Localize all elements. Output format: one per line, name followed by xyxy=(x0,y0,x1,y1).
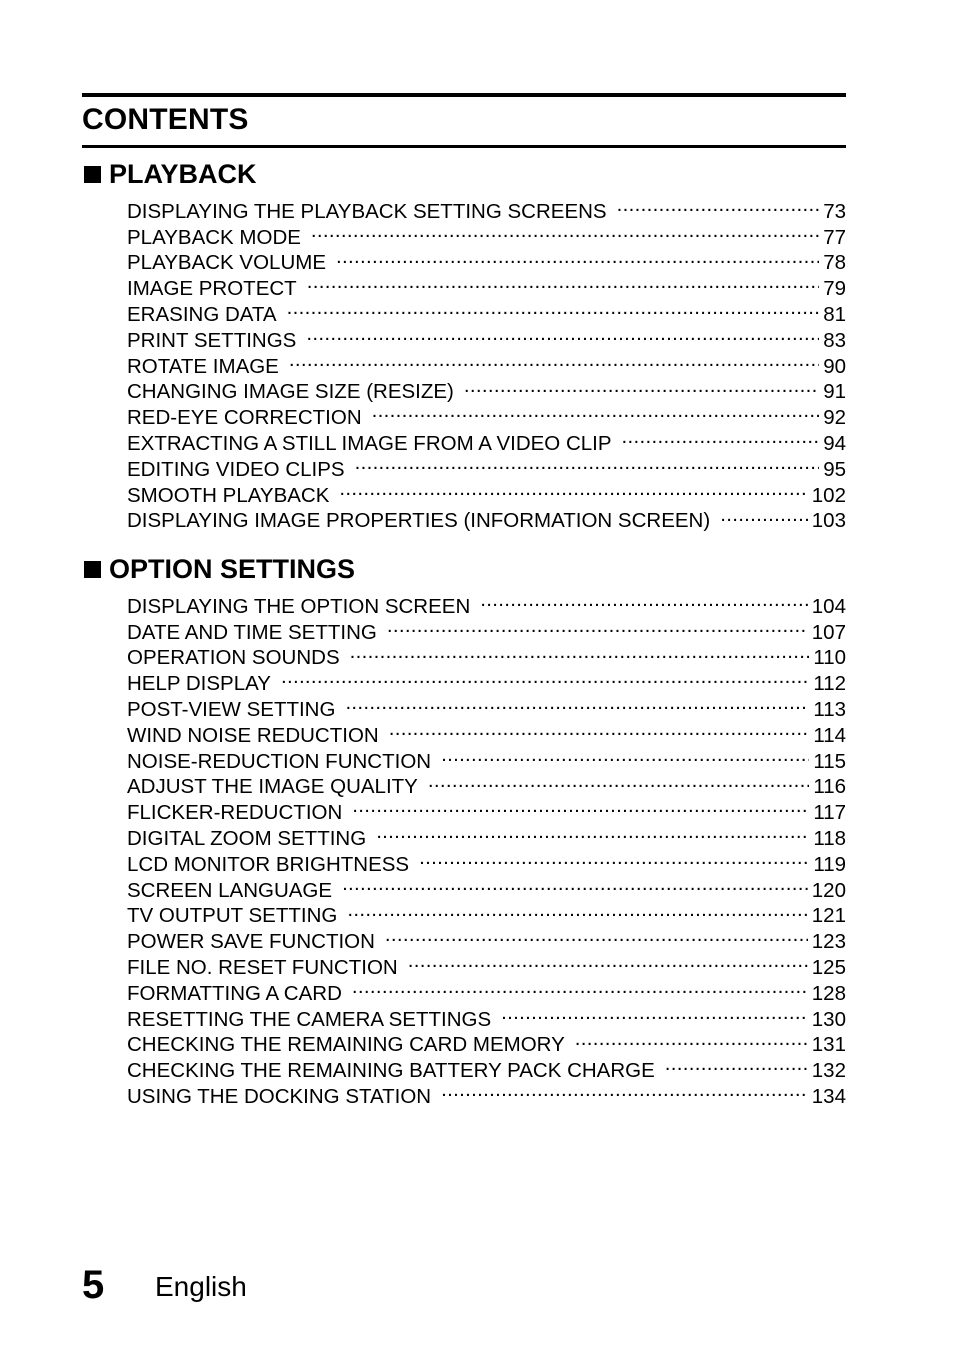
toc-entry-page: 103 xyxy=(811,509,846,533)
toc-entry-title: CHECKING THE REMAINING CARD MEMORY xyxy=(127,1033,565,1057)
toc-entry-title: PRINT SETTINGS xyxy=(127,328,297,352)
dot-leader xyxy=(345,690,809,716)
dot-leader xyxy=(441,742,809,768)
toc-entry-title: DIGITAL ZOOM SETTING xyxy=(127,826,367,850)
dot-leader xyxy=(339,476,807,502)
toc-entry-page: 125 xyxy=(811,955,846,979)
toc-entry-page: 83 xyxy=(823,328,846,352)
dot-leader xyxy=(441,1077,808,1103)
toc-entry-title: OPERATION SOUNDS xyxy=(127,646,340,670)
toc-entry-title: FLICKER-REDUCTION xyxy=(127,801,343,825)
toc-entry-page: 107 xyxy=(811,620,846,644)
dot-leader xyxy=(387,613,808,639)
dot-leader xyxy=(428,768,809,794)
toc-entry-page: 119 xyxy=(813,852,846,876)
dot-leader xyxy=(617,192,820,218)
toc-entry-title: DISPLAYING THE OPTION SCREEN xyxy=(127,594,471,618)
title-underline xyxy=(82,145,846,148)
toc-entry-page: 91 xyxy=(823,380,846,404)
page-title: CONTENTS xyxy=(82,103,249,136)
toc-entry-page: 102 xyxy=(811,483,846,507)
toc-entry-page: 123 xyxy=(811,930,846,954)
dot-leader xyxy=(287,295,820,321)
page-number: 5 xyxy=(82,1263,105,1307)
dot-leader xyxy=(622,424,820,450)
toc-entry-page: 81 xyxy=(823,302,846,326)
toc-entry[interactable] xyxy=(127,587,846,618)
toc-entry-page: 116 xyxy=(813,775,846,799)
dot-leader xyxy=(281,664,809,690)
toc-entry-page: 110 xyxy=(813,646,846,670)
dot-leader xyxy=(336,244,819,270)
section-heading-label: PLAYBACK xyxy=(109,158,257,189)
toc-list xyxy=(127,587,846,1108)
dot-leader xyxy=(311,218,819,244)
dot-leader xyxy=(389,716,810,742)
black-square-icon xyxy=(84,561,101,578)
toc-entry-title: TV OUTPUT SETTING xyxy=(127,904,338,928)
toc-entry-title: FILE NO. RESET FUNCTION xyxy=(127,955,398,979)
toc-entry-title: RED-EYE CORRECTION xyxy=(127,406,362,430)
dot-leader xyxy=(355,450,820,476)
toc-entry-page: 112 xyxy=(813,672,846,696)
toc-entry-page: 92 xyxy=(823,406,846,430)
dot-leader xyxy=(350,639,810,665)
toc-entry-title: IMAGE PROTECT xyxy=(127,277,297,301)
top-rule xyxy=(82,93,846,97)
section-playback xyxy=(82,158,846,533)
dot-leader xyxy=(665,1051,808,1077)
toc-entry-title: DISPLAYING THE PLAYBACK SETTING SCREENS xyxy=(127,199,607,223)
language-label: English xyxy=(155,1271,247,1302)
toc-entry-page: 95 xyxy=(823,457,846,481)
toc-entry-page: 117 xyxy=(813,801,846,825)
toc-entry-page: 113 xyxy=(813,697,846,721)
dot-leader xyxy=(307,269,819,295)
toc-entry-title: RESETTING THE CAMERA SETTINGS xyxy=(127,1007,492,1031)
toc-entry-page: 131 xyxy=(811,1033,846,1057)
toc-entry-title: FORMATTING A CARD xyxy=(127,981,342,1005)
toc-list xyxy=(127,192,846,533)
toc-entry-page: 114 xyxy=(813,723,846,747)
toc-entry-page: 78 xyxy=(823,251,846,275)
section-heading xyxy=(82,553,846,585)
toc-entry-page: 134 xyxy=(811,1084,846,1108)
dot-leader xyxy=(464,373,819,399)
toc-entry-page: 118 xyxy=(813,826,846,850)
section-heading xyxy=(82,158,846,190)
toc-entry-title: POST-VIEW SETTING xyxy=(127,697,336,721)
dot-leader xyxy=(347,897,807,923)
toc-entry-page: 73 xyxy=(823,199,846,223)
toc-entry-title: ERASING DATA xyxy=(127,302,277,326)
toc-entry-page: 90 xyxy=(823,354,846,378)
dot-leader xyxy=(501,1000,808,1026)
toc-entry-page: 130 xyxy=(811,1007,846,1031)
toc-entry-title: CHECKING THE REMAINING BATTERY PACK CHARGE xyxy=(127,1059,655,1083)
dot-leader xyxy=(419,845,809,871)
toc-entry-title: ADJUST THE IMAGE QUALITY xyxy=(127,775,418,799)
dot-leader xyxy=(720,502,808,528)
black-square-icon xyxy=(84,166,101,183)
toc-entry-page: 115 xyxy=(813,749,846,773)
toc-entry-title: PLAYBACK VOLUME xyxy=(127,251,326,275)
toc-entry-page: 128 xyxy=(811,981,846,1005)
section-heading-label: OPTION SETTINGS xyxy=(109,553,356,584)
toc-entry-page: 77 xyxy=(823,225,846,249)
dot-leader xyxy=(289,347,819,373)
dot-leader xyxy=(575,1026,808,1052)
toc-entry-title: NOISE-REDUCTION FUNCTION xyxy=(127,749,432,773)
toc-entry-title: CHANGING IMAGE SIZE (RESIZE) xyxy=(127,380,454,404)
toc-entry-title: SMOOTH PLAYBACK xyxy=(127,483,330,507)
toc-entry-title: POWER SAVE FUNCTION xyxy=(127,930,375,954)
toc-entry-page: 94 xyxy=(823,431,846,455)
toc-entry-title: HELP DISPLAY xyxy=(127,672,271,696)
dot-leader xyxy=(352,793,809,819)
toc-entry-title: DISPLAYING IMAGE PROPERTIES (INFORMATION SCREEN) xyxy=(127,509,711,533)
toc-entry-title: EXTRACTING A STILL IMAGE FROM A VIDEO CLIP xyxy=(127,431,612,455)
dot-leader xyxy=(385,922,808,948)
toc-entry-page: 104 xyxy=(811,594,846,618)
dot-leader xyxy=(306,321,819,347)
toc-entry-page: 120 xyxy=(811,878,846,902)
toc-entry-title: DATE AND TIME SETTING xyxy=(127,620,377,644)
dot-leader xyxy=(342,871,808,897)
toc-entry-title: PLAYBACK MODE xyxy=(127,225,301,249)
dot-leader xyxy=(372,398,820,424)
dot-leader xyxy=(376,819,809,845)
toc-entry-page: 79 xyxy=(823,277,846,301)
dot-leader xyxy=(480,587,808,613)
dot-leader xyxy=(352,974,808,1000)
toc-entry-title: WIND NOISE REDUCTION xyxy=(127,723,379,747)
toc-entry-title: EDITING VIDEO CLIPS xyxy=(127,457,345,481)
toc-entry[interactable] xyxy=(127,192,846,223)
toc-entry-title: ROTATE IMAGE xyxy=(127,354,279,378)
toc-entry-title: SCREEN LANGUAGE xyxy=(127,878,333,902)
toc-entry-title: LCD MONITOR BRIGHTNESS xyxy=(127,852,410,876)
toc-entry-page: 132 xyxy=(811,1059,846,1083)
toc-entry-page: 121 xyxy=(811,904,846,928)
dot-leader xyxy=(408,948,808,974)
section-option-settings xyxy=(82,553,846,1108)
toc-entry-title: USING THE DOCKING STATION xyxy=(127,1084,432,1108)
